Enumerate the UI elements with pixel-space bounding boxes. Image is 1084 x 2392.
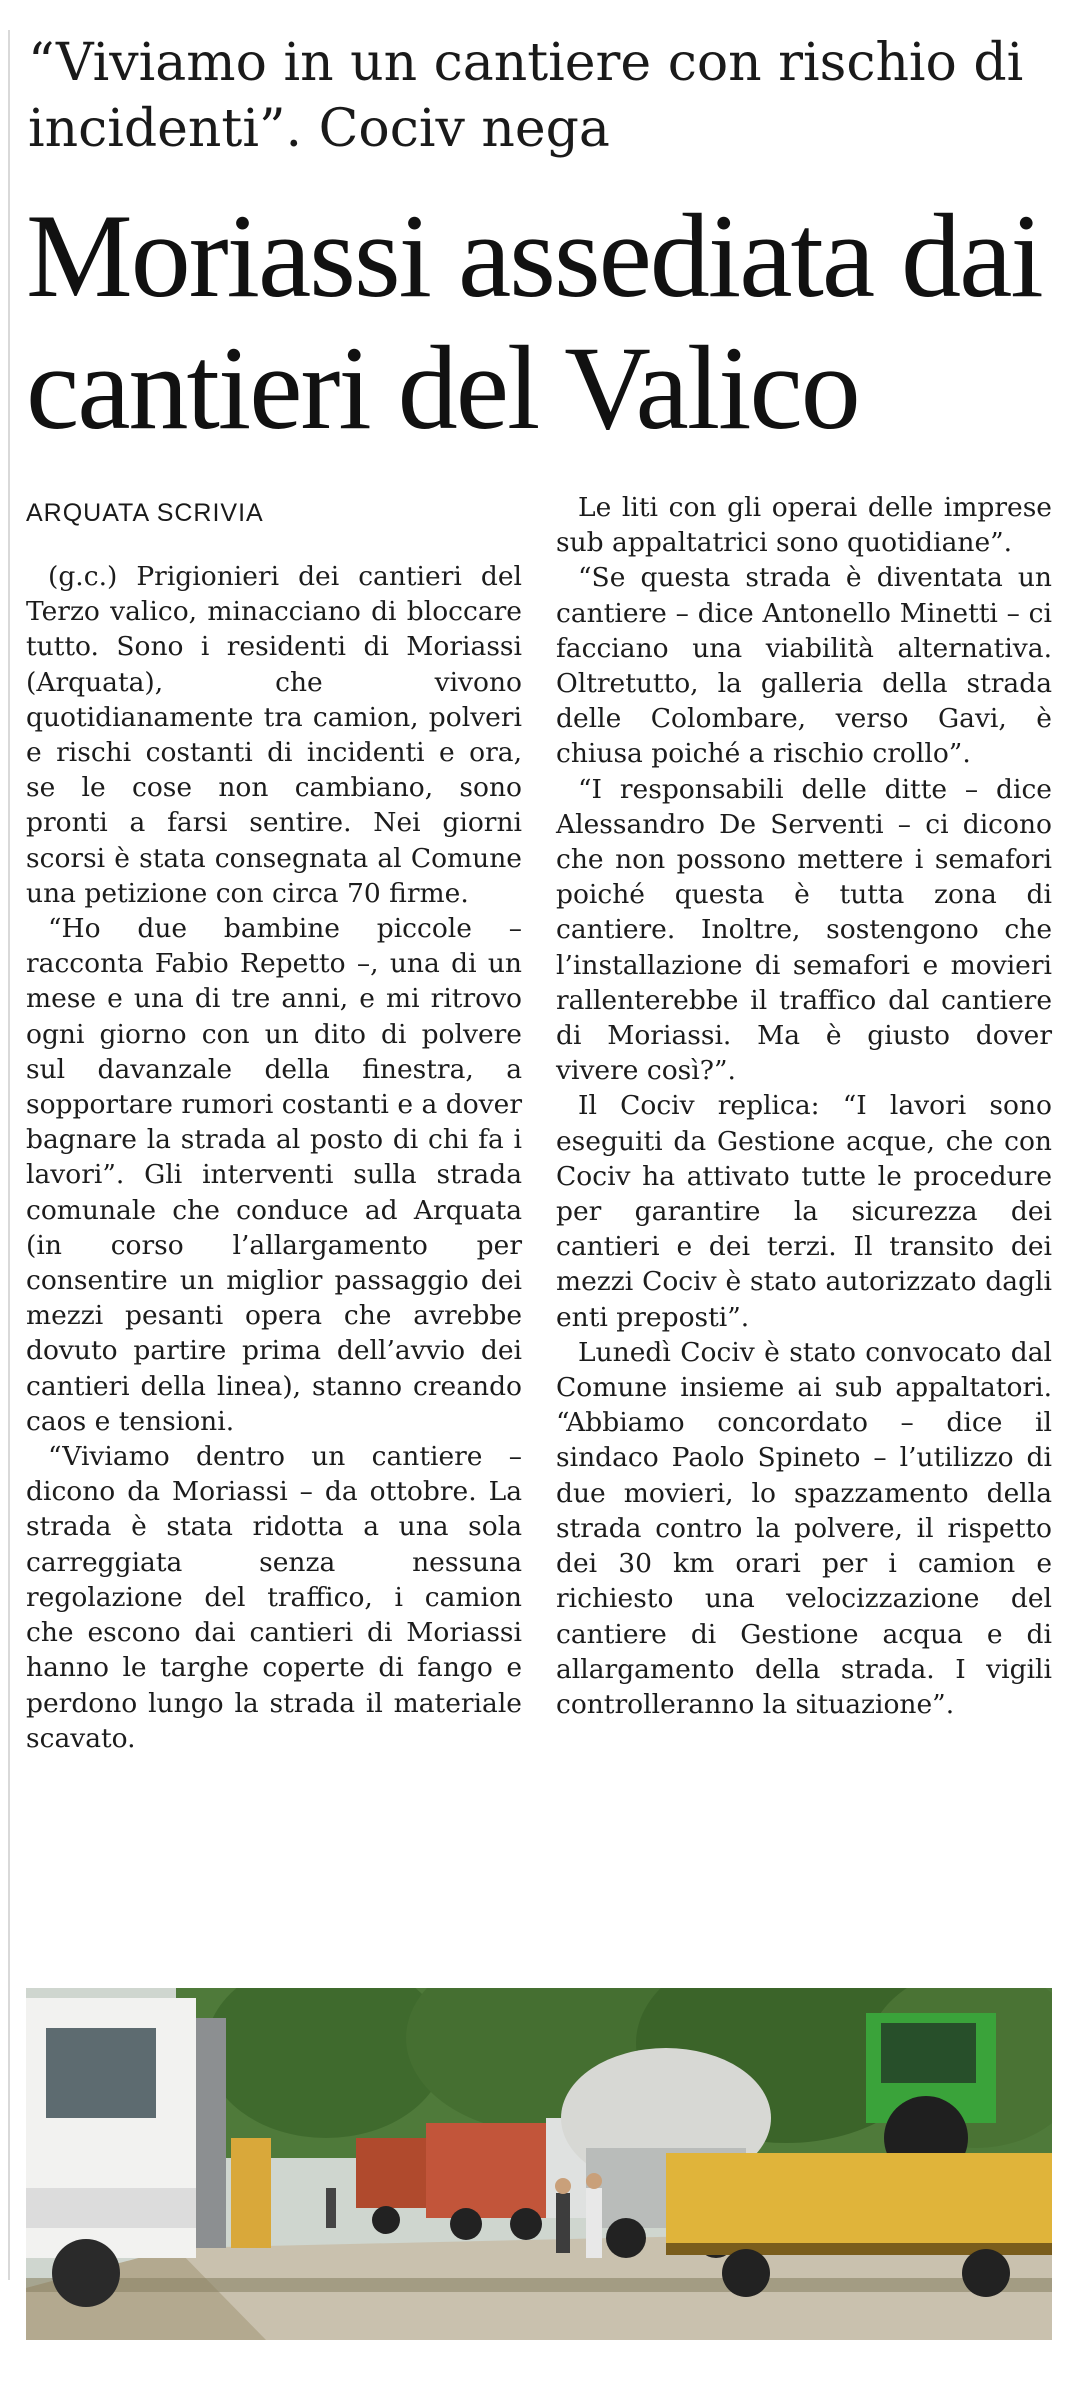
article-paragraph: Lunedì Cociv è stato convocato dal Comune insieme ai sub appaltatori. “Abbiamo concordato – dice il sindaco Paolo Spineto – l’utilizzo di due movieri, lo spazzamento della strada contro la polvere, il rispetto dei 30 km orari per i camion e richiesto una velocizzazione del cantiere di Gestione acqua e di allargamento della strada. I vigili controlleranno la situazione”.: [556, 1336, 1052, 1720]
article-paragraph: “Se questa strada è diventata un cantiere – dice Antonello Minetti – ci facciano una viabilità alternativa. Oltretutto, la galleria della strada delle Colombare, verso Gavi, è chiusa poiché a rischio crollo”.: [556, 562, 1052, 770]
article-paragraph: “Ho due bambine piccole – racconta Fabio Repetto –, una di un mese e una di tre anni, e mi ritrovo ogni giorno con un dito di polvere sul davanzale della finestra, a sopportare rumori costanti e a dover bagnare la strada al posto di chi fa i lavori”. Gli interventi sulla strada comunale che conduce ad Arquata (in corso l’allargamento per consentire un miglior passaggio dei mezzi pesanti opera che avrebbe dovuto partire prima dell’avvio dei cantieri della linea), stanno creando caos e tensioni.: [26, 913, 522, 1437]
article-paragraph: “Viviamo dentro un cantiere – dicono da Moriassi – da ottobre. La strada è stata ridotta a una sola carreggiata senza nessuna regolazione del traffico, i camion che escono dai cantieri di Moriassi hanno le targhe coperte di fango e perdono lungo la strada il materiale scavato.: [26, 1441, 522, 1754]
article-kicker: “Viviamo in un cantiere con rischio di incidenti”. Cociv nega: [28, 33, 1024, 159]
page-edge-rule: [8, 30, 10, 2280]
article-paragraph: “I responsabili delle ditte – dice Alessandro De Serventi – ci dicono che non possono mettere i semafori poiché questa è tutta zona di cantiere. Inoltre, sostengono che l’installazione di semafori e movieri rallenterebbe il traffico dal cantiere di Moriassi. Ma è giusto dover vivere così?”.: [556, 773, 1052, 1087]
article-dateline: ARQUATA SCRIVIA: [26, 499, 264, 527]
article-paragraph: Le liti con gli operai delle imprese sub appaltatrici sono quotidiane”.: [556, 492, 1052, 559]
article-headline: Moriassi assediata dai cantieri del Valico: [26, 189, 1042, 454]
article-column-right: [556, 490, 1052, 1722]
article-paragraph: Il Cociv replica: “I lavori sono eseguiti da Gestione acque, che con Cociv ha attivato tutte le procedure per garantire la sicurezza dei cantieri e dei terzi. Il transito dei mezzi Cociv è stato autorizzato dagli enti preposti”.: [556, 1090, 1052, 1333]
article-paragraph: (g.c.) Prigionieri dei cantieri del Terzo valico, minacciano di bloccare tutto. Sono i residenti di Moriassi (Arquata), che vivono quotidianamente tra camion, polveri e rischi costanti di incidenti e ora, se le cose non cambiano, sono pronti a farsi sentire. Nei giorni scorsi è stata consegnata al Comune una petizione con circa 70 firme.: [26, 561, 522, 909]
article-column-left: [26, 490, 522, 1756]
construction-trucks-photo: [26, 1988, 1052, 2340]
